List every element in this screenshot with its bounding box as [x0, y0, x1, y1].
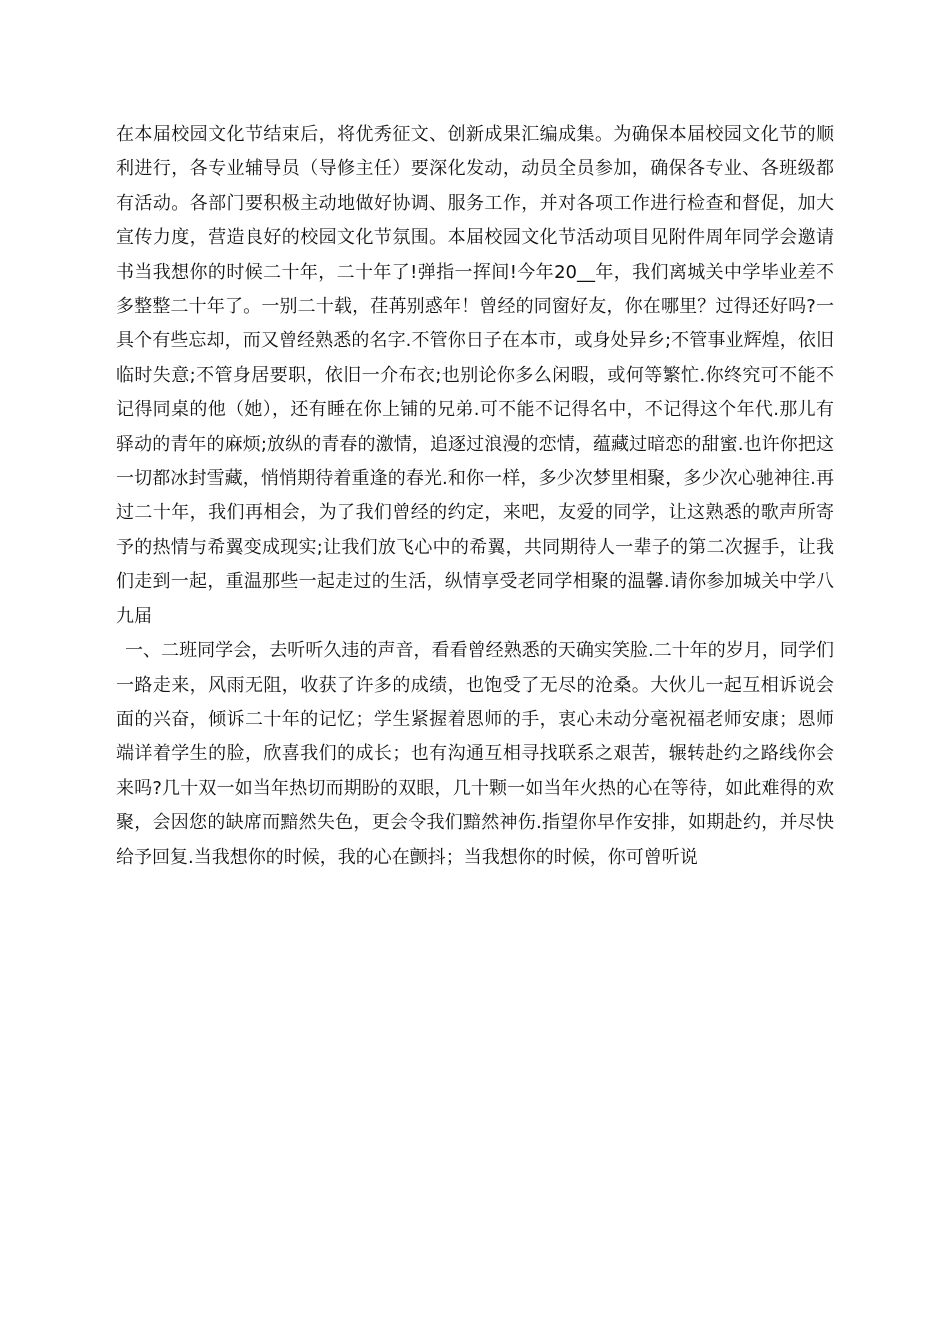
document-body — [116, 118, 834, 875]
paragraph-2: 一、二班同学会，去听听久违的声音，看看曾经熟悉的天确实笑脸.二十年的岁月，同学们一路走来，风雨无阻，收获了许多的成绩，也饱受了无尽的沧桑。大伙儿一起互相诉说会面的兴奋，倾诉二十年的记忆；学生紧握着恩师的手，衷心未动分毫祝福老师安康；恩师端详着学生的脸，欣喜我们的成长；也有沟通互相寻找联系之艰苦，辗转赴约之路线你会来吗?几十双一如当年热切而期盼的双眼，几十颗一如当年火热的心在等待，如此难得的欢聚，会因您的缺席而黯然失色，更会令我们黯然神伤.指望你早作安排，如期赴约，并尽快给予回复.当我想你的时候，我的心在颤抖；当我想你的时候，你可曾听说 — [116, 640, 834, 868]
paragraph-1: 在本届校园文化节结束后，将优秀征文、创新成果汇编成集。为确保本届校园文化节的顺利进行，各专业辅导员（导修主任）要深化发动，动员全员参加，确保各专业、各班级都有活动。各部门要积极主动地做好协调、服务工作，并对各项工作进行检查和督促，加大宣传力度，营造良好的校园文化节氛围。本届校园文化节活动项目见附件周年同学会邀请书当我想你的时候二十年，二十年了!弹指一挥间!今年20__年，我们离城关中学毕业差不多整整二十年了。一别二十载，荏苒别惑年！曾经的同窗好友，你在哪里？过得还好吗?一具个有些忘却，而又曾经熟悉的名字.不管你日子在本市，或身处异乡;不管事业辉煌，依旧临时失意;不管身居要职，依旧一介布衣;也别论你多么闲暇，或何等繁忙.你终究可不能不记得同桌的他（她），还有睡在你上铺的兄弟.可不能不记得名中，不记得这个年代.那儿有驿动的青年的麻烦;放纵的青春的激情，追逐过浪漫的恋情，蕴藏过暗恋的甜蜜.也许你把这一切都冰封雪藏，悄悄期待着重逢的春光.和你一样，多少次梦里相聚，多少次心驰神往.再过二十年，我们再相会，为了我们曾经的约定，来吧，友爱的同学，让这熟悉的歌声所寄予的热情与希翼变成现实;让我们放飞心中的希翼，共同期待人一辈子的第二次握手，让我们走到一起，重温那些一起走过的生活，纵情享受老同学相聚的温馨.请你参加城关中学八九届 — [116, 124, 834, 627]
